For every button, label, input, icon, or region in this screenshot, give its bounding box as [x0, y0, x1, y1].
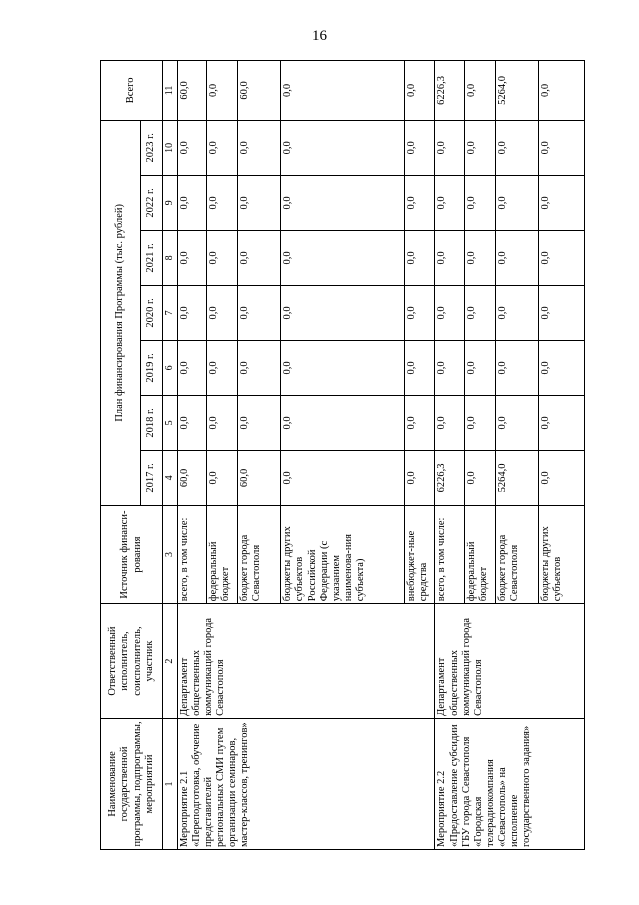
total-cell: 6226,3 [435, 61, 465, 121]
source-cell: бюджеты других субъектов [539, 505, 585, 603]
value-cell: 0,0 [539, 285, 585, 340]
source-cell: всего, в том числе: [435, 505, 465, 603]
value-cell: 0,0 [281, 285, 404, 340]
value-cell: 0,0 [435, 395, 465, 450]
value-cell: 0,0 [435, 340, 465, 395]
value-cell: 0,0 [496, 285, 539, 340]
source-cell: федеральный бюджет [207, 505, 238, 603]
value-cell: 0,0 [435, 175, 465, 230]
value-cell: 0,0 [539, 175, 585, 230]
measure-name: Мероприятие 2.1 «Переподготовка, обучение представителей региональных СМИ путем организации семинаров, мастер-классов, тренингов» [177, 718, 435, 849]
value-cell: 0,0 [465, 395, 496, 450]
header-year: 2020 г. [141, 285, 163, 340]
value-cell: 0,0 [435, 230, 465, 285]
column-number: 7 [163, 285, 178, 340]
total-cell: 0,0 [207, 61, 238, 121]
total-cell: 60,0 [177, 61, 207, 121]
rotated-table-container [100, 60, 585, 850]
value-cell: 0,0 [496, 175, 539, 230]
value-cell: 0,0 [404, 395, 435, 450]
header-source: Источник финанси-рования [101, 505, 163, 603]
column-number: 4 [163, 450, 178, 505]
source-cell: внебюджет-ные средства [404, 505, 435, 603]
value-cell: 0,0 [238, 120, 281, 175]
source-cell: бюджеты других субъектов Российской Федерации (с указанием наименова-ния субъекта) [281, 505, 404, 603]
value-cell: 0,0 [435, 120, 465, 175]
value-cell: 0,0 [404, 285, 435, 340]
value-cell: 6226,3 [435, 450, 465, 505]
column-number: 3 [163, 505, 178, 603]
value-cell: 0,0 [539, 230, 585, 285]
value-cell: 0,0 [281, 340, 404, 395]
value-cell: 0,0 [207, 120, 238, 175]
value-cell: 60,0 [238, 450, 281, 505]
value-cell: 0,0 [177, 285, 207, 340]
column-number: 10 [163, 120, 178, 175]
column-number: 5 [163, 395, 178, 450]
source-cell: всего, в том числе: [177, 505, 207, 603]
total-cell: 0,0 [404, 61, 435, 121]
total-cell: 5264,0 [496, 61, 539, 121]
total-cell: 0,0 [539, 61, 585, 121]
total-cell: 60,0 [238, 61, 281, 121]
header-year: 2019 г. [141, 340, 163, 395]
header-year: 2017 г. [141, 450, 163, 505]
value-cell: 0,0 [281, 395, 404, 450]
value-cell: 0,0 [435, 285, 465, 340]
value-cell: 0,0 [238, 340, 281, 395]
measure-name: Мероприятие 2.2 «Предоставление субсидии ГБУ города Севастополя «Городская телерадиокомпания «Севастополь» на исполнение государственного задания» [435, 718, 585, 849]
value-cell: 0,0 [207, 450, 238, 505]
source-cell: бюджет города Севастополя [238, 505, 281, 603]
value-cell: 0,0 [496, 340, 539, 395]
value-cell: 0,0 [404, 230, 435, 285]
value-cell: 0,0 [539, 120, 585, 175]
column-number: 6 [163, 340, 178, 395]
header-year: 2023 г. [141, 120, 163, 175]
header-plan: План финансирования Программы (тыс. рублей) [101, 120, 141, 505]
column-number: 2 [163, 604, 178, 719]
value-cell: 0,0 [539, 395, 585, 450]
value-cell: 0,0 [238, 285, 281, 340]
value-cell: 0,0 [207, 285, 238, 340]
header-year: 2022 г. [141, 175, 163, 230]
header-year: 2021 г. [141, 230, 163, 285]
value-cell: 0,0 [404, 450, 435, 505]
value-cell: 0,0 [281, 450, 404, 505]
measure-executor: Департамент общественных коммуникаций города Севастополя [177, 604, 435, 719]
value-cell: 0,0 [281, 175, 404, 230]
measure-executor: Департамент общественных коммуникаций города Севастополя [435, 604, 585, 719]
value-cell: 0,0 [496, 395, 539, 450]
value-cell: 0,0 [465, 285, 496, 340]
value-cell: 0,0 [238, 395, 281, 450]
column-number: 1 [163, 718, 178, 849]
value-cell: 0,0 [281, 120, 404, 175]
value-cell: 0,0 [177, 395, 207, 450]
column-number: 8 [163, 230, 178, 285]
value-cell: 0,0 [177, 175, 207, 230]
page-number: 16 [312, 28, 327, 44]
source-cell: бюджет города Севастополя [496, 505, 539, 603]
value-cell: 0,0 [281, 230, 404, 285]
source-cell: федеральный бюджет [465, 505, 496, 603]
financing-table [100, 60, 585, 850]
value-cell: 5264,0 [496, 450, 539, 505]
value-cell: 0,0 [177, 230, 207, 285]
value-cell: 0,0 [404, 175, 435, 230]
total-cell: 0,0 [465, 61, 496, 121]
value-cell: 0,0 [238, 230, 281, 285]
header-year: 2018 г. [141, 395, 163, 450]
value-cell: 0,0 [465, 230, 496, 285]
value-cell: 0,0 [207, 395, 238, 450]
value-cell: 0,0 [496, 120, 539, 175]
value-cell: 0,0 [465, 120, 496, 175]
value-cell: 0,0 [465, 450, 496, 505]
value-cell: 0,0 [238, 175, 281, 230]
value-cell: 0,0 [177, 120, 207, 175]
value-cell: 0,0 [207, 230, 238, 285]
value-cell: 0,0 [465, 175, 496, 230]
value-cell: 60,0 [177, 450, 207, 505]
value-cell: 0,0 [539, 340, 585, 395]
total-cell: 0,0 [281, 61, 404, 121]
value-cell: 0,0 [207, 340, 238, 395]
value-cell: 0,0 [539, 450, 585, 505]
header-name: Наименование государственной программы, подпрограммы, мероприятий [101, 718, 163, 849]
header-executor: Ответственный исполнитель, соисполнитель, участник [101, 604, 163, 719]
value-cell: 0,0 [207, 175, 238, 230]
value-cell: 0,0 [177, 340, 207, 395]
header-total: Всего [101, 61, 163, 121]
value-cell: 0,0 [496, 230, 539, 285]
value-cell: 0,0 [465, 340, 496, 395]
value-cell: 0,0 [404, 120, 435, 175]
column-number: 11 [163, 61, 178, 121]
column-number: 9 [163, 175, 178, 230]
value-cell: 0,0 [404, 340, 435, 395]
